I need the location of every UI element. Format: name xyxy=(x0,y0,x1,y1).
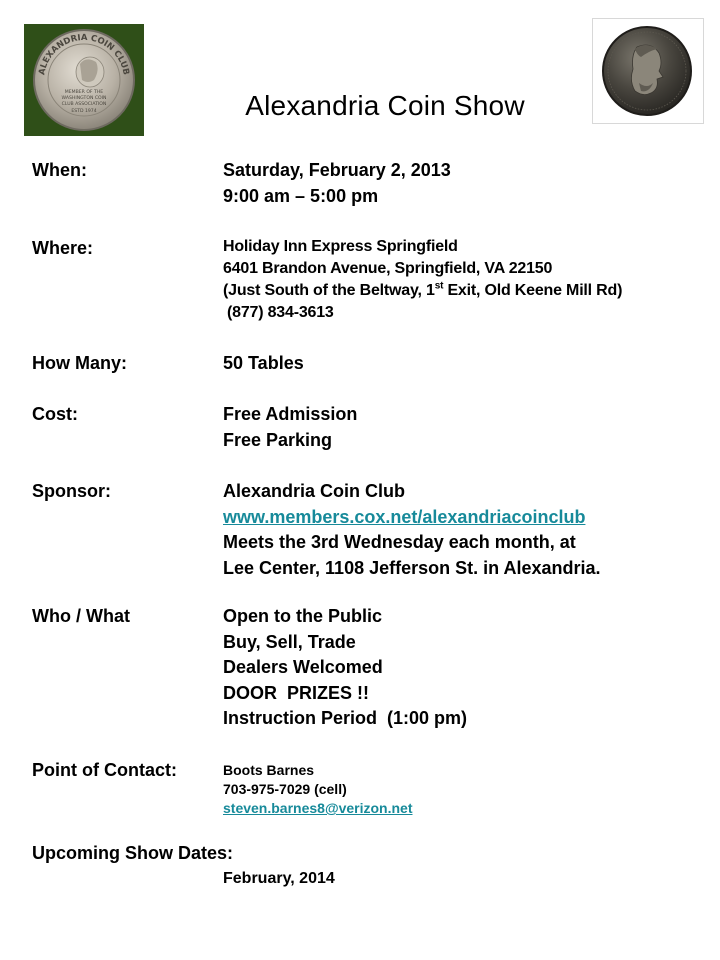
who-what-list xyxy=(223,604,467,732)
venue-address: 6401 Brandon Avenue, Springfield, VA 22150 xyxy=(223,260,553,277)
where-details xyxy=(223,236,622,324)
who-what-item: Dealers Welcomed xyxy=(223,657,383,677)
cost-details xyxy=(223,402,357,453)
page-title: Alexandria Coin Show xyxy=(245,90,525,121)
who-what-item: Instruction Period (1:00 pm) xyxy=(223,708,468,728)
venue-name: Holiday Inn Express Springfield xyxy=(223,238,458,255)
how-many-label: How Many: xyxy=(32,353,128,373)
where-label: Where: xyxy=(32,238,94,258)
club-coin-graphic xyxy=(24,24,144,136)
cost-label: Cost: xyxy=(32,404,78,424)
sponsor-label: Sponsor: xyxy=(32,481,111,501)
sponsor-details xyxy=(223,479,601,581)
when-label: When: xyxy=(32,160,87,180)
show-date: Saturday, February 2, 2013 xyxy=(223,160,451,180)
club-coin-image xyxy=(24,24,144,136)
who-what-item: Buy, Sell, Trade xyxy=(223,631,356,652)
sponsor-website-link[interactable]: www.members.cox.net/alexandriacoinclub xyxy=(223,506,586,527)
contact-email-link[interactable]: steven.barnes8@verizon.net xyxy=(223,800,413,816)
coin-center-text-2: WASHINGTON COIN xyxy=(61,96,107,101)
parking-cost: Free Parking xyxy=(223,429,333,450)
contact-name: Boots Barnes xyxy=(223,762,315,778)
contact-label: Point of Contact: xyxy=(32,760,177,780)
directions-suffix: Exit, Old Keene Mill Rd) xyxy=(443,282,623,299)
when-details xyxy=(223,158,451,209)
venue-phone: (877) 834-3613 xyxy=(227,304,334,321)
sponsor-name: Alexandria Coin Club xyxy=(223,481,406,501)
contact-details xyxy=(223,761,413,818)
who-what-item: Open to the Public xyxy=(223,606,383,626)
table-count: 50 Tables xyxy=(223,353,304,373)
who-what-item: DOOR PRIZES !! xyxy=(223,682,370,703)
venue-directions xyxy=(223,280,622,302)
portrait-coin-image xyxy=(592,18,704,124)
coin-rim-text: ALEXANDRIA COIN CLUB xyxy=(37,32,131,76)
meeting-schedule: Meets the 3rd Wednesday each month, at xyxy=(223,532,576,552)
who-what-label: Who / What xyxy=(32,606,130,626)
meeting-location: Lee Center, 1108 Jefferson St. in Alexandria. xyxy=(223,557,601,578)
admission-cost: Free Admission xyxy=(223,404,358,424)
directions-sup: st xyxy=(434,280,444,292)
coin-center-text-3: CLUB ASSOCIATION xyxy=(61,102,107,107)
upcoming-label: Upcoming Show Dates: xyxy=(32,843,234,863)
upcoming-date: February, 2014 xyxy=(223,870,335,887)
portrait-coin-graphic xyxy=(593,19,703,123)
show-time: 9:00 am – 5:00 pm xyxy=(223,185,379,206)
contact-phone: 703-975-7029 (cell) xyxy=(223,781,347,797)
coin-center-text-4: ESTD 1974 xyxy=(71,109,97,114)
directions-prefix: (Just South of the Beltway, 1 xyxy=(223,282,435,299)
coin-center-text-1: MEMBER OF THE xyxy=(64,90,104,95)
